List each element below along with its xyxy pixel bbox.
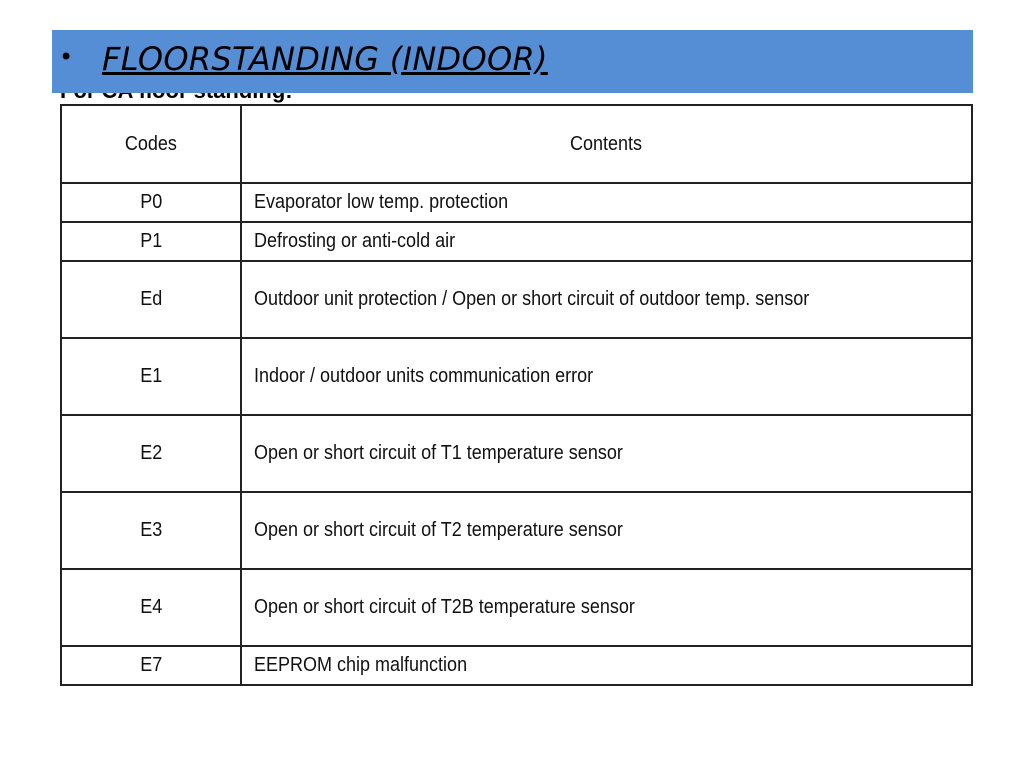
header-codes: Codes — [61, 105, 241, 183]
table-header-row — [61, 105, 972, 183]
title-bar — [52, 30, 973, 93]
code-cell: Ed — [61, 261, 241, 338]
content-cell: Evaporator low temp. protection — [241, 183, 972, 222]
code-cell: E7 — [61, 646, 241, 685]
content-cell: Open or short circuit of T1 temperature sensor — [241, 415, 972, 492]
code-cell: E4 — [61, 569, 241, 646]
table-row — [61, 492, 972, 569]
code-cell: E1 — [61, 338, 241, 415]
table-row — [61, 222, 972, 261]
error-codes-table — [60, 104, 973, 686]
code-cell: E3 — [61, 492, 241, 569]
content-cell: Defrosting or anti-cold air — [241, 222, 972, 261]
table-row — [61, 569, 972, 646]
content-cell: Outdoor unit protection / Open or short circuit of outdoor temp. sensor — [241, 261, 972, 338]
bullet-point: • — [59, 43, 74, 71]
table-row — [61, 338, 972, 415]
code-cell: P0 — [61, 183, 241, 222]
table-row — [61, 261, 972, 338]
content-cell: EEPROM chip malfunction — [241, 646, 972, 685]
content-cell: Open or short circuit of T2B temperature sensor — [241, 569, 972, 646]
content-cell: Indoor / outdoor units communication error — [241, 338, 972, 415]
code-cell: E2 — [61, 415, 241, 492]
code-cell: P1 — [61, 222, 241, 261]
content-cell: Open or short circuit of T2 temperature sensor — [241, 492, 972, 569]
table-row — [61, 183, 972, 222]
table-row — [61, 415, 972, 492]
table-row — [61, 646, 972, 685]
header-contents: Contents — [241, 105, 972, 183]
slide-title: FLOORSTANDING (INDOOR) — [102, 40, 548, 78]
